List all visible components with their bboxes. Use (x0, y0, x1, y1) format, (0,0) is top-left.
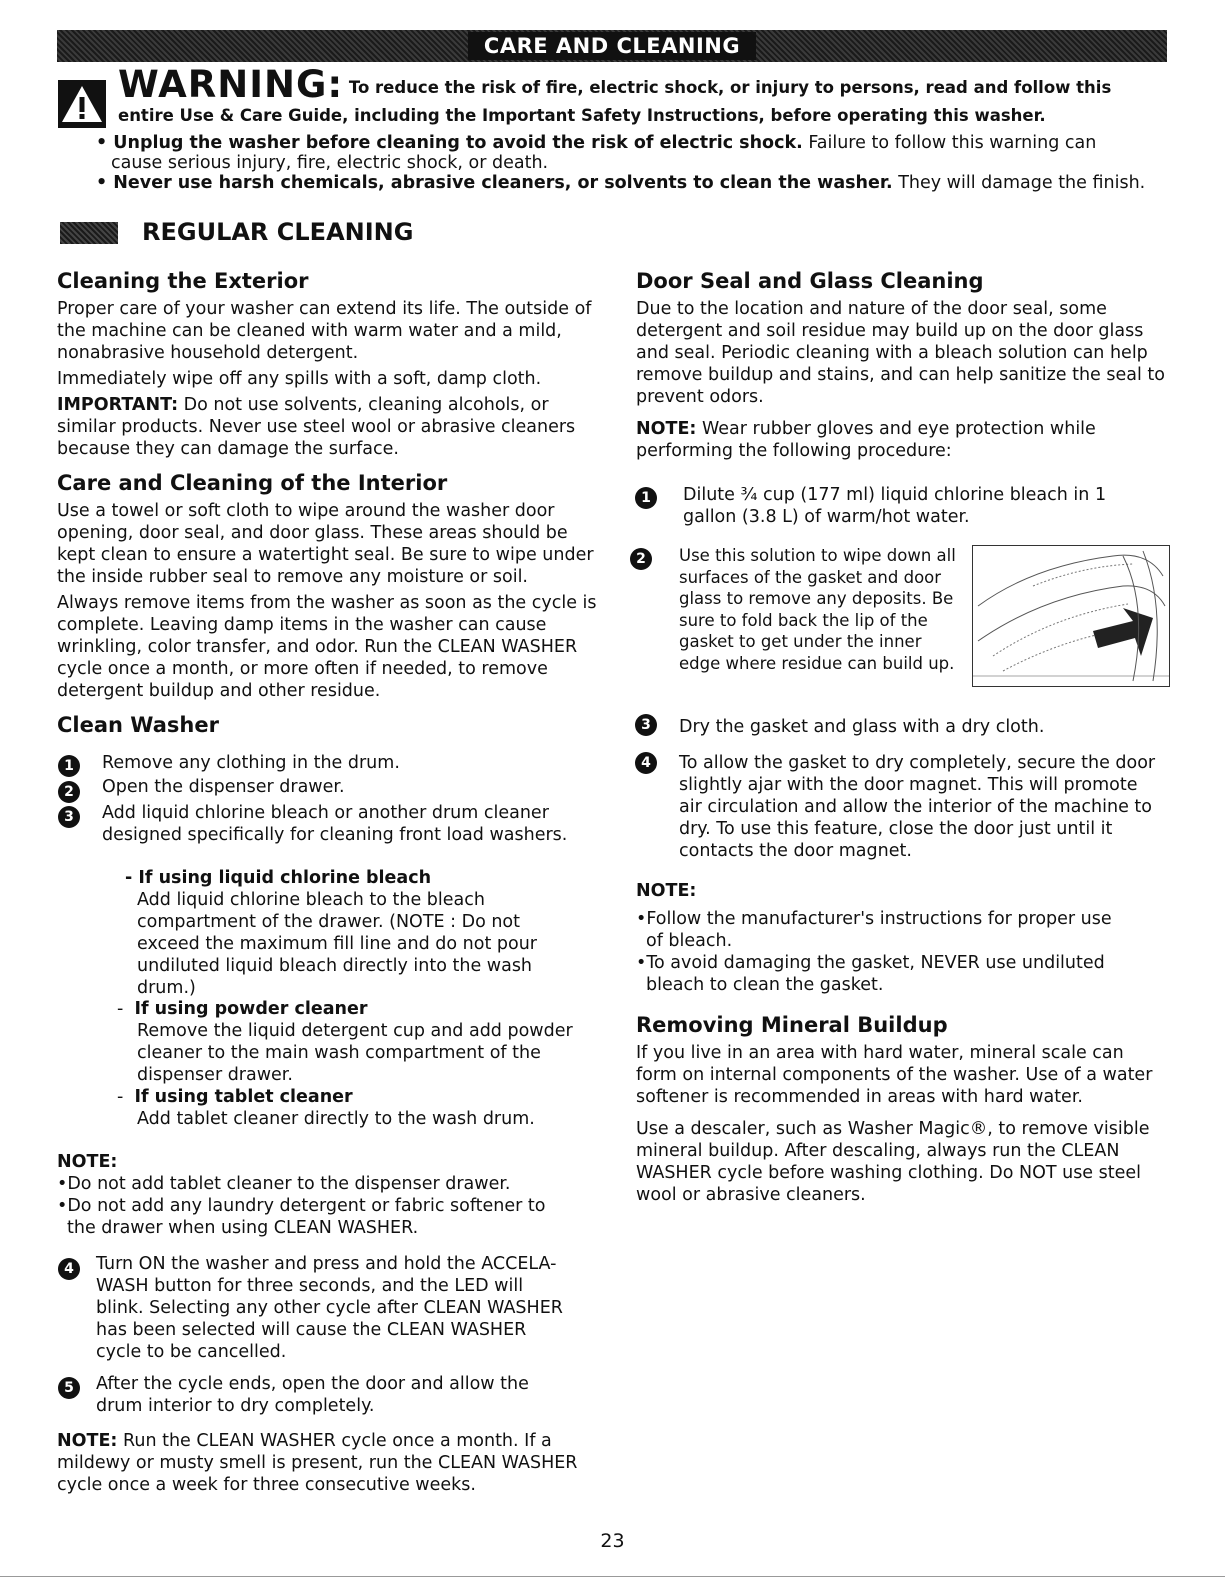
cw-step-5: After the cycle ends, open the door and allow the drum interior to dry completely. (96, 1374, 529, 1416)
section-marker (60, 222, 118, 244)
step-number: 3 (635, 714, 657, 736)
door-step-2: Use this solution to wipe down all surfaces of the gasket and door glass to remove any deposits. Be sure to fold back the lip of the gasket to get under the inner edge where residue can build up. (679, 546, 956, 673)
mineral-p1: If you live in an area with hard water, mineral scale can form on internal components of the washer. Use of a water softener is recommended in areas with hard water. (636, 1043, 1153, 1107)
door-block (636, 268, 1166, 462)
sub-powder-text: Remove the liquid detergent cup and add powder cleaner to the main wash compartment of the dispenser drawer. (137, 1021, 573, 1085)
sub-liquid-text: Add liquid chlorine bleach to the bleach compartment of the drawer. (NOTE : Do not exceed the maximum fill line and do not pour undiluted liquid bleach directly into the wash drum.) (137, 890, 537, 998)
clean-washer-title-block (57, 712, 597, 738)
interior-p2: Always remove items from the washer as soon as the cycle is complete. Leaving damp items in the washer can cause wrinkling, color transfer, and odor. Run the CLEAN WASHER cycle once a month, or more often if needed, to remove detergent buildup and other residue. (57, 593, 597, 701)
cw-note-2b: the drawer when using CLEAN WASHER. (67, 1218, 419, 1238)
warning-text-2: entire Use & Care Guide, including the Important Safety Instructions, before operating this washer. (118, 106, 1046, 125)
warning-label: WARNING: (118, 63, 344, 106)
exterior-p1: Proper care of your washer can extend its life. The outside of the machine can be cleaned with warm water and a mild, nonabrasive household detergent. (57, 299, 592, 363)
section-title: REGULAR CLEANING (142, 218, 414, 246)
door-note-text: Wear rubber gloves and eye protection while performing the following procedure: (636, 419, 1096, 461)
dash: - (117, 999, 124, 1019)
gasket-illustration (972, 545, 1170, 687)
cw-step-2: Open the dispenser drawer. (102, 777, 345, 797)
cw-note-2: •Do not add any laundry detergent or fabric softener to (57, 1196, 546, 1216)
final-note-label: NOTE: (57, 1431, 118, 1451)
warning-bullets (96, 133, 1176, 193)
warning-bullet-2-rest: They will damage the finish. (892, 173, 1146, 193)
door-note-2: •To avoid damaging the gasket, NEVER use undiluted (636, 953, 1105, 973)
sub-powder (117, 998, 577, 1086)
door-step-4: To allow the gasket to dry completely, secure the door slightly ajar with the door magnet. This will promote air circulation and allow the interior of the machine to dry. To use this feature, close the door just until it contacts the door magnet. (679, 753, 1156, 861)
step-number: 5 (58, 1377, 80, 1399)
cw-note-label: NOTE: (57, 1152, 118, 1172)
step-number: 1 (58, 755, 80, 777)
warning-bullet-1-rest: Failure to follow this warning can (802, 133, 1097, 153)
door-note-1: •Follow the manufacturer's instructions for proper use (636, 909, 1112, 929)
cw-note (57, 1151, 597, 1239)
warning-text-1: To reduce the risk of fire, electric shock, or injury to persons, read and follow this (348, 78, 1112, 97)
clean-washer-title: Clean Washer (57, 713, 219, 737)
sub-tablet-title: If using tablet cleaner (134, 1087, 353, 1107)
exterior-title: Cleaning the Exterior (57, 269, 309, 293)
door-note (636, 880, 1166, 996)
cw-step-4: Turn ON the washer and press and hold the ACCELA-WASH button for three seconds, and the LED will blink. Selecting any other cycle after CLEAN WASHER has been selected will cause the CLEAN WASHER cycle to be cancelled. (96, 1254, 563, 1362)
sub-liquid-title: - If using liquid chlorine bleach (125, 868, 432, 888)
warning-bullet-1-bold: • Unplug the washer before cleaning to avoid the risk of electric shock. (96, 133, 803, 153)
door-note-1b: of bleach. (646, 931, 733, 951)
cw-final-note (57, 1430, 597, 1496)
step-number: 1 (635, 487, 657, 509)
important-label: IMPORTANT: (57, 395, 179, 415)
sub-liquid (125, 867, 575, 999)
exterior-block (57, 268, 597, 460)
important-text: Do not use solvents, cleaning alcohols, or similar products. Never use steel wool or abrasive cleaners because they can damage the surface. (57, 395, 576, 459)
warning-bullet-2-bold: • Never use harsh chemicals, abrasive cleaners, or solvents to clean the washer. (96, 173, 893, 193)
exterior-p2: Immediately wipe off any spills with a soft, damp cloth. (57, 369, 542, 389)
sub-tablet (117, 1086, 577, 1130)
interior-title: Care and Cleaning of the Interior (57, 471, 448, 495)
door-p1: Due to the location and nature of the door seal, some detergent and soil residue may build up on the door glass and seal. Periodic cleaning with a bleach solution can help remove buildup and stains, and can help sanitize the seal to prevent odors. (636, 299, 1165, 407)
cw-step-3: Add liquid chlorine bleach or another drum cleaner designed specifically for cleaning front load washers. (102, 803, 568, 845)
step-number: 2 (630, 548, 652, 570)
sub-powder-title: If using powder cleaner (134, 999, 368, 1019)
final-note-text: Run the CLEAN WASHER cycle once a month. If a mildewy or musty smell is present, run the CLEAN WASHER cycle once a week for three consecutive weeks. (57, 1431, 578, 1495)
door-note-2b: bleach to clean the gasket. (646, 975, 884, 995)
interior-block (57, 470, 597, 702)
door-note-label: NOTE: (636, 419, 697, 439)
header-title: CARE AND CLEANING (468, 32, 756, 60)
dash: - (117, 1087, 124, 1107)
step-number: 4 (635, 752, 657, 774)
bottom-rule (0, 1576, 1225, 1577)
warning-line-1 (118, 63, 1178, 106)
mineral-p2: Use a descaler, such as Washer Magic®, to remove visible mineral buildup. After descaling, always run the CLEAN WASHER cycle before washing clothing. Do NOT use steel wool or abrasive cleaners. (636, 1119, 1150, 1205)
step-number: 2 (58, 781, 80, 803)
step-number: 3 (58, 806, 80, 828)
step-number: 4 (58, 1258, 80, 1280)
cw-step-1: Remove any clothing in the drum. (102, 753, 400, 773)
page-number: 23 (600, 1530, 625, 1552)
header-bar (57, 30, 1167, 62)
interior-p1: Use a towel or soft cloth to wipe around the washer door opening, door seal, and door glass. These areas should be kept clean to ensure a watertight seal. Be sure to wipe under the inside rubber seal to remove any moisture or soil. (57, 501, 594, 587)
sub-tablet-text: Add tablet cleaner directly to the wash drum. (137, 1109, 535, 1129)
door-step-3: Dry the gasket and glass with a dry cloth. (679, 717, 1045, 737)
mineral-title: Removing Mineral Buildup (636, 1013, 948, 1037)
warning-bullet-1-cont: cause serious injury, fire, electric shock, or death. (111, 153, 549, 173)
warning-icon (58, 80, 106, 128)
mineral-block (636, 1012, 1166, 1206)
door-note2-label: NOTE: (636, 881, 697, 901)
cw-note-1: •Do not add tablet cleaner to the dispenser drawer. (57, 1174, 511, 1194)
door-step-1: Dilute ¾ cup (177 ml) liquid chlorine bleach in 1 gallon (3.8 L) of warm/hot water. (683, 485, 1107, 527)
door-title: Door Seal and Glass Cleaning (636, 269, 984, 293)
